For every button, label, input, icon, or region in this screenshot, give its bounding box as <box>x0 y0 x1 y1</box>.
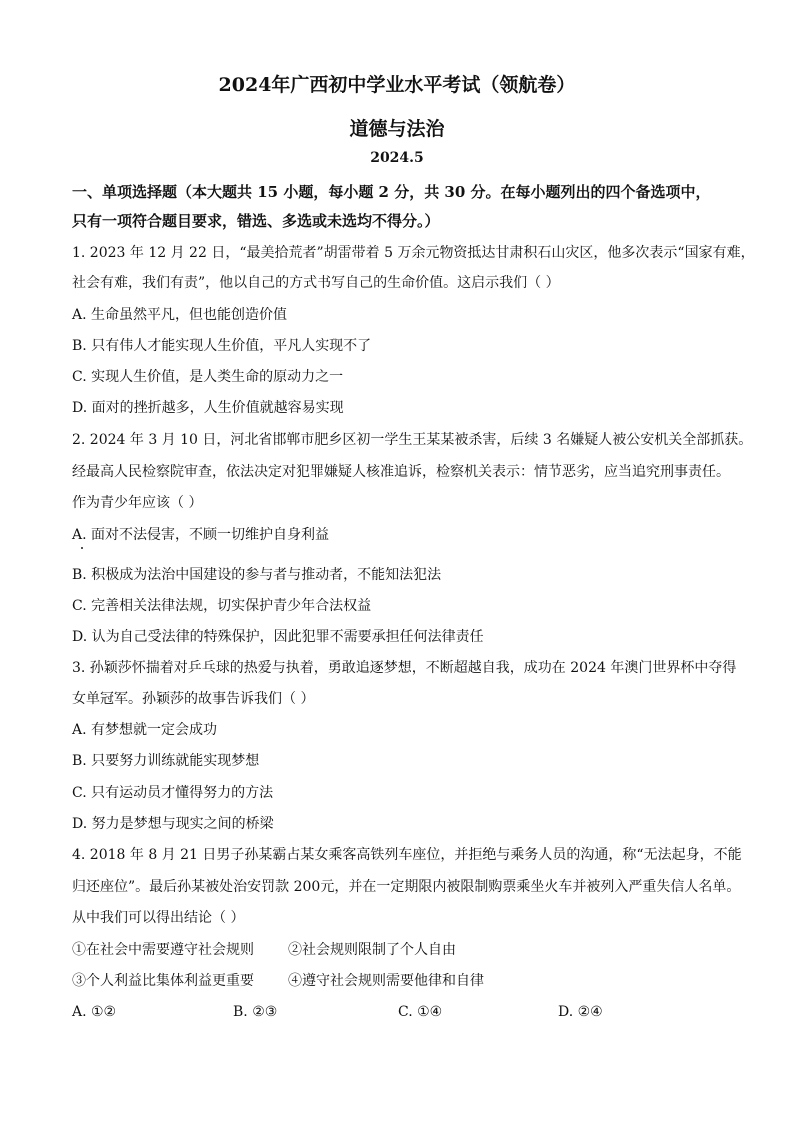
q4-option-c: C. ①④ <box>398 1004 443 1020</box>
q3-option-a: A. 有梦想就一定会成功 <box>72 722 218 738</box>
q1-stem-line-1: 1. 2023 年 12 月 22 日，“最美拾荒者”胡雷带着 5 万余元物资抵达甘肃积石山灾区，他多次表示“国家有难， <box>72 245 755 261</box>
section-heading-line-1: 一、单项选择题（本大题共 15 小题，每小题 2 分，共 30 分。在每小题列出的四个备选项中， <box>72 183 711 201</box>
q2-stem-line-1: 2. 2024 年 3 月 10 日，河北省邯郸市肥乡区初一学生王某某被杀害，后续 3 名嫌疑人被公安机关全部抓获。 <box>72 432 753 448</box>
q4-stem-line-1: 4. 2018 年 8 月 21 日男子孙某霸占某女乘客高铁列车座位，并拒绝与乘务人员的沟通，称“无法起身，不能 <box>72 847 742 863</box>
q3-option-d: D. 努力是梦想与现实之间的桥梁 <box>72 816 274 832</box>
q2-option-b: B. 积极成为法治中国建设的参与者与推动者，不能知法犯法 <box>72 567 442 583</box>
q1-option-d: D. 面对的挫折越多，人生价值就越容易实现 <box>72 400 344 416</box>
q2-stem-line-3: 作为青少年应该（ ） <box>72 495 203 511</box>
section-heading-line-2: 只有一项符合题目要求，错选、多选或未选均不得分。） <box>72 212 440 230</box>
exam-date: 2024.5 <box>370 150 424 166</box>
q4-statement-4: ④遵守社会规则需要他律和自律 <box>288 973 484 989</box>
q4-statement-2: ②社会规则限制了个人自由 <box>288 942 456 958</box>
stray-mark <box>81 547 83 549</box>
q1-stem-line-2: 社会有难，我们有责”，他以自己的方式书写自己的生命价值。这启示我们（ ） <box>72 275 560 291</box>
q3-stem-line-2: 女单冠军。孙颖莎的故事告诉我们（ ） <box>72 691 315 707</box>
q1-option-c: C. 实现人生价值，是人类生命的原动力之一 <box>72 369 344 385</box>
q2-option-c: C. 完善相关法律法规，切实保护青少年合法权益 <box>72 598 372 614</box>
q2-stem-line-2: 经最高人民检察院审查，依法决定对犯罪嫌疑人核准追诉，检察机关表示：情节恶劣，应当追究刑事责任。 <box>72 464 730 480</box>
exam-title: 2024年广西初中学业水平考试（领航卷） <box>218 74 576 96</box>
q1-option-b: B. 只有伟人才能实现人生价值，平凡人实现不了 <box>72 338 372 354</box>
subject-title: 道德与法治 <box>349 118 445 140</box>
q4-statement-1: ①在社会中需要遵守社会规则 <box>72 942 254 958</box>
q2-option-d: D. 认为自己受法律的特殊保护，因此犯罪不需要承担任何法律责任 <box>72 629 484 645</box>
q4-stem-line-3: 从中我们可以得出结论（ ） <box>72 910 245 926</box>
q4-option-b: B. ②③ <box>233 1004 278 1020</box>
q3-option-b: B. 只要努力训练就能实现梦想 <box>72 753 260 769</box>
q1-option-a: A. 生命虽然平凡，但也能创造价值 <box>72 307 288 323</box>
q4-option-d: D. ②④ <box>558 1004 603 1020</box>
q2-option-a: A. 面对不法侵害，不顾一切维护自身利益 <box>72 527 330 543</box>
q3-option-c: C. 只有运动员才懂得努力的方法 <box>72 785 274 801</box>
q4-option-a: A. ①② <box>72 1004 117 1020</box>
q4-stem-line-2: 归还座位”。最后孙某被处治安罚款 200元，并在一定期限内被限制购票乘坐火车并被列入严重失信人名单。 <box>72 879 741 895</box>
q4-statement-3: ③个人利益比集体利益更重要 <box>72 973 254 989</box>
q3-stem-line-1: 3. 孙颖莎怀揣着对乒乓球的热爱与执着，勇敢追逐梦想，不断超越自我，成功在 2024 年澳门世界杯中夺得 <box>72 660 737 676</box>
